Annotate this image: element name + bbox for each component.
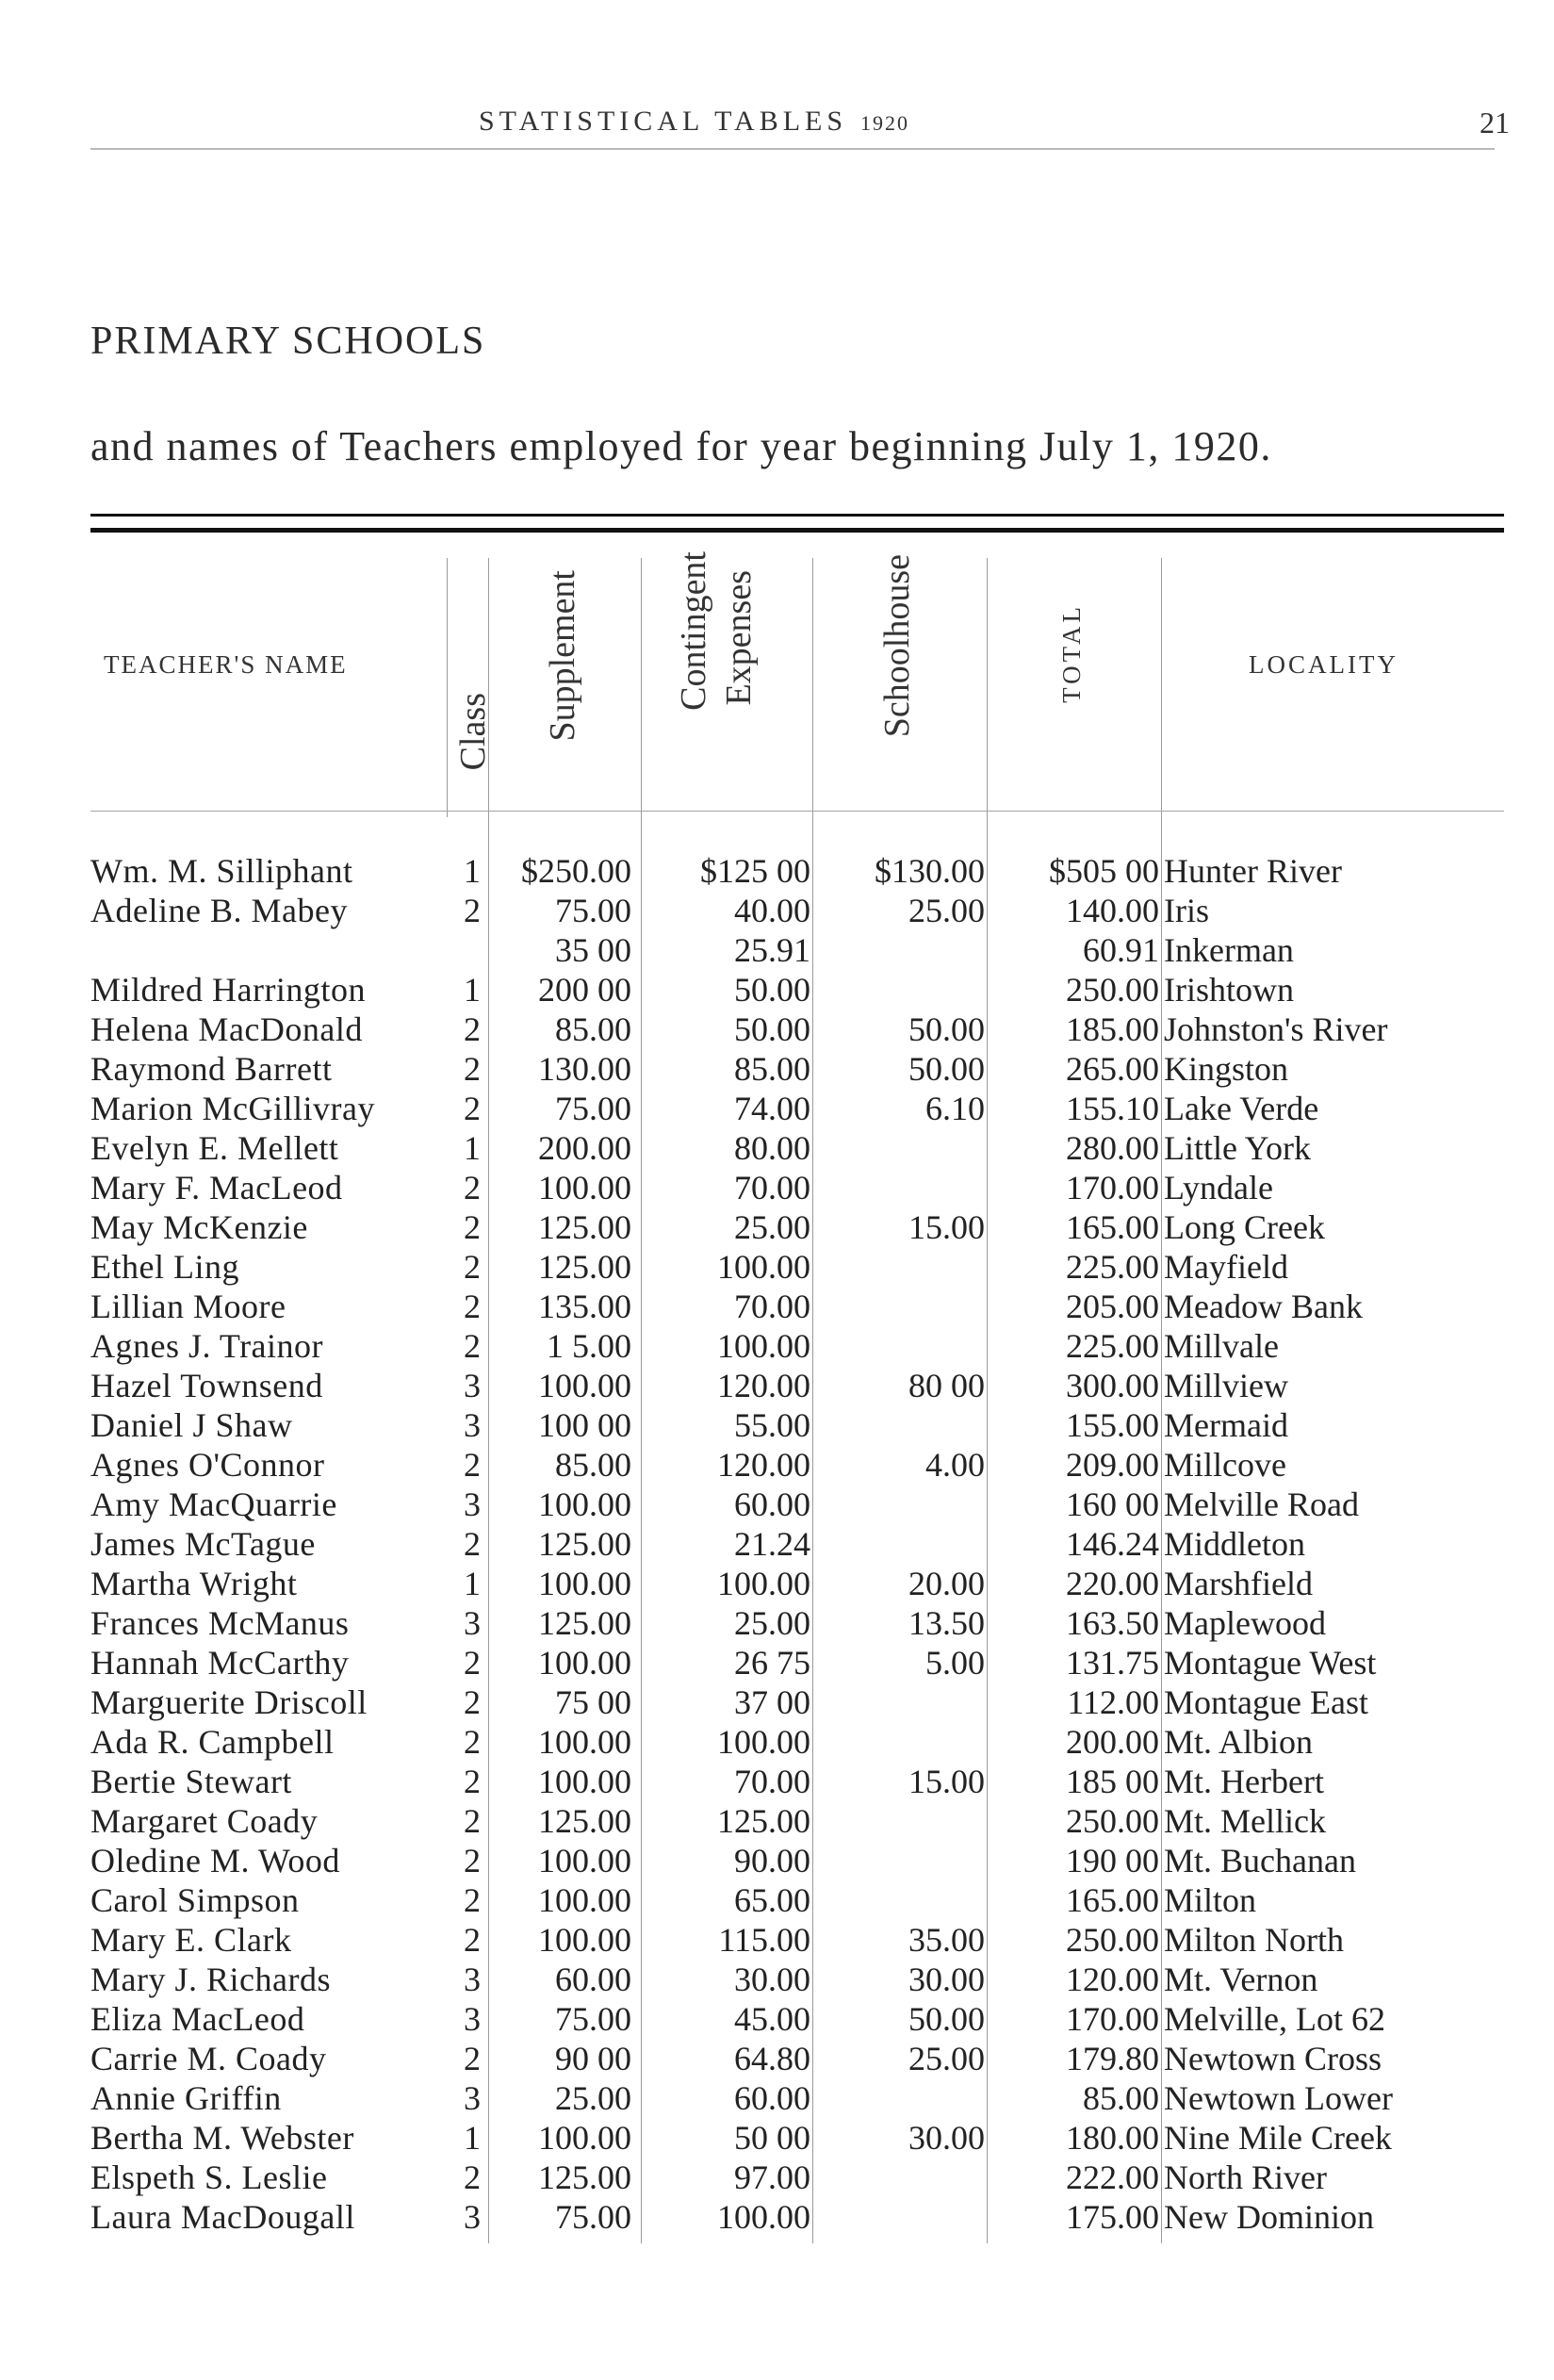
teacher-name-cell: Oledine M. Wood [90, 1842, 340, 1879]
header-total: TOTAL [1057, 603, 1086, 703]
class-cell: 2 [464, 1090, 481, 1127]
contingent-cell: 65.00 [734, 1881, 810, 1919]
total-cell: 60.91 [1083, 931, 1159, 969]
schoolhouse-cell: $130.00 [875, 852, 985, 890]
schoolhouse-cell: 25.00 [908, 2040, 985, 2077]
class-cell: 2 [464, 1723, 481, 1761]
contingent-cell: 21.24 [734, 1525, 810, 1563]
schoolhouse-cell: 5.00 [925, 1644, 985, 1682]
class-cell: 3 [464, 1604, 481, 1642]
total-cell: 225.00 [1066, 1248, 1159, 1286]
table-row [0, 891, 1554, 930]
locality-cell: Melville, Lot 62 [1164, 2000, 1385, 2038]
supplement-cell: 100.00 [538, 1723, 631, 1761]
table-row [0, 1485, 1554, 1524]
class-cell: 2 [464, 1169, 481, 1206]
supplement-cell: 130.00 [538, 1050, 631, 1088]
total-cell: 265.00 [1066, 1050, 1159, 1088]
total-cell: 222.00 [1066, 2158, 1159, 2196]
total-cell: 85.00 [1083, 2079, 1159, 2117]
teacher-name-cell: Mary E. Clark [90, 1921, 292, 1959]
teacher-table-body [0, 851, 1554, 2237]
table-row [0, 970, 1554, 1009]
class-cell: 1 [464, 971, 481, 1009]
locality-cell: Middleton [1164, 1525, 1305, 1563]
supplement-cell: 75.00 [555, 2198, 631, 2236]
locality-cell: Johnston's River [1164, 1010, 1388, 1048]
teacher-name-cell: Frances McManus [90, 1604, 350, 1642]
supplement-cell: 100.00 [538, 1485, 631, 1523]
class-cell: 2 [464, 2040, 481, 2077]
class-cell: 2 [464, 1010, 481, 1048]
schoolhouse-cell: 50.00 [908, 2000, 985, 2038]
teacher-name-cell: Bertha M. Webster [90, 2119, 354, 2157]
contingent-cell: 74.00 [734, 1090, 810, 1127]
class-cell: 3 [464, 2198, 481, 2236]
running-title [479, 106, 909, 138]
teacher-name-cell: Carrie M. Coady [90, 2040, 327, 2077]
schoolhouse-cell: 30.00 [908, 2119, 985, 2157]
schoolhouse-cell: 13.50 [908, 1604, 985, 1642]
head-rule [90, 148, 1495, 150]
schoolhouse-cell: 20.00 [908, 1565, 985, 1602]
class-cell: 1 [464, 852, 481, 890]
supplement-cell: 200 00 [538, 971, 631, 1009]
locality-cell: North River [1164, 2158, 1327, 2196]
class-cell: 2 [464, 1248, 481, 1286]
total-cell: 163.50 [1066, 1604, 1159, 1642]
table-row [0, 2118, 1554, 2158]
running-title-text: STATISTICAL TABLES [479, 106, 848, 137]
supplement-cell: 100.00 [538, 1169, 631, 1206]
teacher-name-cell: Bertie Stewart [90, 1763, 292, 1800]
page-number: 21 [1480, 106, 1510, 140]
contingent-cell: 64.80 [734, 2040, 810, 2077]
table-row [0, 1524, 1554, 1564]
contingent-cell: 80.00 [734, 1129, 810, 1167]
teacher-name-cell: May McKenzie [90, 1208, 308, 1246]
class-cell: 2 [464, 892, 481, 929]
contingent-cell: 45.00 [734, 2000, 810, 2038]
contingent-cell: 100.00 [717, 1327, 810, 1365]
locality-cell: New Dominion [1164, 2198, 1374, 2236]
supplement-cell: 125.00 [538, 1208, 631, 1246]
total-cell: 220.00 [1066, 1565, 1159, 1602]
teacher-name-cell: Elspeth S. Leslie [90, 2158, 328, 2196]
class-cell: 2 [464, 1683, 481, 1721]
contingent-cell: 50.00 [734, 971, 810, 1009]
contingent-cell: 97.00 [734, 2158, 810, 2196]
teacher-name-cell: Hannah McCarthy [90, 1644, 350, 1682]
teacher-name-cell: Ethel Ling [90, 1248, 239, 1286]
teacher-name-cell: Wm. M. Silliphant [90, 852, 353, 890]
header-teacher-name: TEACHER'S NAME [104, 650, 348, 679]
supplement-cell: 100.00 [538, 1644, 631, 1682]
locality-cell: Mt. Buchanan [1164, 1842, 1356, 1879]
class-cell: 2 [464, 2158, 481, 2196]
locality-cell: Millvale [1164, 1327, 1279, 1365]
supplement-cell: 1 5.00 [547, 1327, 631, 1365]
locality-cell: Mermaid [1164, 1406, 1288, 1444]
total-cell: 180.00 [1066, 2119, 1159, 2157]
locality-cell: Kingston [1164, 1050, 1289, 1088]
teacher-name-cell: Evelyn E. Mellett [90, 1129, 339, 1167]
locality-cell: Maplewood [1164, 1604, 1326, 1642]
total-cell: $505 00 [1049, 852, 1159, 890]
total-cell: 300.00 [1066, 1367, 1159, 1404]
teacher-name-cell: Lillian Moore [90, 1288, 286, 1325]
section-title: PRIMARY SCHOOLS [90, 320, 486, 363]
teacher-name-cell: Marion McGillivray [90, 1090, 375, 1127]
total-cell: 209.00 [1066, 1446, 1159, 1484]
supplement-cell: 85.00 [555, 1010, 631, 1048]
teacher-name-cell: Agnes J. Trainor [90, 1327, 324, 1365]
locality-cell: Montague East [1164, 1683, 1368, 1721]
locality-cell: Newtown Lower [1164, 2079, 1393, 2117]
total-cell: 179.80 [1066, 2040, 1159, 2077]
table-row [0, 851, 1554, 891]
total-cell: 200.00 [1066, 1723, 1159, 1761]
total-cell: 175.00 [1066, 2198, 1159, 2236]
contingent-cell: 100.00 [717, 1248, 810, 1286]
table-row [0, 1049, 1554, 1089]
teacher-name-cell: Margaret Coady [90, 1802, 319, 1840]
class-cell: 2 [464, 1525, 481, 1563]
total-cell: 131.75 [1066, 1644, 1159, 1682]
table-row [0, 1168, 1554, 1207]
schoolhouse-cell: 80 00 [908, 1367, 985, 1404]
total-cell: 280.00 [1066, 1129, 1159, 1167]
supplement-cell: 125.00 [538, 2158, 631, 2196]
teacher-name-cell: Hazel Townsend [90, 1367, 323, 1404]
schoolhouse-cell: 6.10 [925, 1090, 985, 1127]
supplement-cell: 125.00 [538, 1248, 631, 1286]
class-cell: 2 [464, 1208, 481, 1246]
class-cell: 3 [464, 2000, 481, 2038]
header-class: Class [453, 693, 493, 771]
contingent-cell: 25.00 [734, 1208, 810, 1246]
table-row [0, 2158, 1554, 2197]
class-cell: 1 [464, 1565, 481, 1602]
locality-cell: Mt. Vernon [1164, 1961, 1318, 1998]
locality-cell: Iris [1164, 892, 1209, 929]
table-row [0, 1128, 1554, 1168]
total-cell: 170.00 [1066, 2000, 1159, 2038]
total-cell: 190 00 [1066, 1842, 1159, 1879]
schoolhouse-cell: 15.00 [908, 1763, 985, 1800]
table-row [0, 1762, 1554, 1801]
teacher-name-cell: Agnes O'Connor [90, 1446, 325, 1484]
supplement-cell: 135.00 [538, 1288, 631, 1325]
class-cell: 2 [464, 1288, 481, 1325]
locality-cell: Long Creek [1164, 1208, 1325, 1246]
supplement-cell: 100.00 [538, 1881, 631, 1919]
contingent-cell: 100.00 [717, 1565, 810, 1602]
teacher-name-cell: Helena MacDonald [90, 1010, 363, 1048]
teacher-name-cell: Mary J. Richards [90, 1961, 331, 1998]
header-schoolhouse: Schoolhouse [877, 554, 917, 738]
schoolhouse-cell: 35.00 [908, 1921, 985, 1959]
class-cell: 2 [464, 1881, 481, 1919]
total-cell: 185 00 [1066, 1763, 1159, 1800]
schoolhouse-cell: 4.00 [925, 1446, 985, 1484]
supplement-cell: 75 00 [555, 1683, 631, 1721]
total-cell: 120.00 [1066, 1961, 1159, 1998]
table-row [0, 1564, 1554, 1603]
class-cell: 3 [464, 1367, 481, 1404]
table-row [0, 1009, 1554, 1049]
header-expenses: Expenses [719, 570, 759, 706]
table-row [0, 1920, 1554, 1960]
teacher-name-cell: Raymond Barrett [90, 1050, 333, 1088]
total-cell: 165.00 [1066, 1881, 1159, 1919]
contingent-cell: 70.00 [734, 1288, 810, 1325]
total-cell: 225.00 [1066, 1327, 1159, 1365]
total-cell: 155.10 [1066, 1090, 1159, 1127]
class-cell: 2 [464, 1327, 481, 1365]
contingent-cell: 70.00 [734, 1763, 810, 1800]
table-row [0, 930, 1554, 970]
supplement-cell: 100.00 [538, 1921, 631, 1959]
supplement-cell: 75.00 [555, 2000, 631, 2038]
table-row [0, 1445, 1554, 1485]
contingent-cell: 60.00 [734, 1485, 810, 1523]
locality-cell: Mayfield [1164, 1248, 1288, 1286]
supplement-cell: 75.00 [555, 892, 631, 929]
supplement-cell: 25.00 [555, 2079, 631, 2117]
teacher-name-cell: Mildred Harrington [90, 971, 366, 1009]
schoolhouse-cell: 50.00 [908, 1010, 985, 1048]
table-row [0, 1089, 1554, 1128]
locality-cell: Inkerman [1164, 931, 1294, 969]
supplement-cell: 100.00 [538, 1763, 631, 1800]
supplement-cell: 60.00 [555, 1961, 631, 1998]
locality-cell: Nine Mile Creek [1164, 2119, 1392, 2157]
contingent-cell: 26 75 [734, 1644, 810, 1682]
contingent-cell: 37 00 [734, 1683, 810, 1721]
supplement-cell: 75.00 [555, 1090, 631, 1127]
table-row [0, 2039, 1554, 2078]
teacher-name-cell: Carol Simpson [90, 1881, 300, 1919]
table-top-rule-heavy [90, 528, 1504, 533]
class-cell: 1 [464, 2119, 481, 2157]
teacher-name-cell: Amy MacQuarrie [90, 1485, 337, 1523]
contingent-cell: 70.00 [734, 1169, 810, 1206]
locality-cell: Melville Road [1164, 1485, 1359, 1523]
header-locality: LOCALITY [1249, 650, 1399, 679]
locality-cell: Hunter River [1164, 852, 1342, 890]
class-cell: 2 [464, 1050, 481, 1088]
supplement-cell: 125.00 [538, 1604, 631, 1642]
teacher-name-cell: James McTague [90, 1525, 316, 1563]
schoolhouse-cell: 50.00 [908, 1050, 985, 1088]
table-row [0, 1880, 1554, 1920]
table-row [0, 1326, 1554, 1366]
supplement-cell: 35 00 [555, 931, 631, 969]
schoolhouse-cell: 15.00 [908, 1208, 985, 1246]
total-cell: 140.00 [1066, 892, 1159, 929]
table-row [0, 1405, 1554, 1445]
total-cell: 250.00 [1066, 971, 1159, 1009]
contingent-cell: 120.00 [717, 1446, 810, 1484]
table-row [0, 1999, 1554, 2039]
contingent-cell: 50.00 [734, 1010, 810, 1048]
total-cell: 205.00 [1066, 1288, 1159, 1325]
total-cell: 185.00 [1066, 1010, 1159, 1048]
supplement-cell: 90 00 [555, 2040, 631, 2077]
table-row [0, 1287, 1554, 1326]
locality-cell: Mt. Herbert [1164, 1763, 1324, 1800]
class-cell: 3 [464, 1485, 481, 1523]
table-row [0, 1247, 1554, 1287]
teacher-name-cell: Daniel J Shaw [90, 1406, 293, 1444]
contingent-cell: 125.00 [717, 1802, 810, 1840]
total-cell: 160 00 [1066, 1485, 1159, 1523]
table-row [0, 1643, 1554, 1682]
locality-cell: Mt. Mellick [1164, 1802, 1326, 1840]
table-row [0, 1722, 1554, 1762]
class-cell: 1 [464, 1129, 481, 1167]
contingent-cell: 120.00 [717, 1367, 810, 1404]
class-cell: 2 [464, 1921, 481, 1959]
supplement-cell: 100.00 [538, 1367, 631, 1404]
table-row [0, 1366, 1554, 1405]
class-cell: 3 [464, 2079, 481, 2117]
total-cell: 155.00 [1066, 1406, 1159, 1444]
contingent-cell: 60.00 [734, 2079, 810, 2117]
locality-cell: Marshfield [1164, 1565, 1313, 1602]
running-year: 1920 [860, 111, 910, 135]
class-cell: 2 [464, 1644, 481, 1682]
locality-cell: Mt. Albion [1164, 1723, 1314, 1761]
table-top-rule [90, 514, 1504, 517]
teacher-name-cell: Martha Wright [90, 1565, 298, 1602]
contingent-cell: 85.00 [734, 1050, 810, 1088]
table-row [0, 1960, 1554, 1999]
teacher-name-cell: Adeline B. Mabey [90, 892, 348, 929]
teacher-name-cell: Marguerite Driscoll [90, 1683, 368, 1721]
schoolhouse-cell: 25.00 [908, 892, 985, 929]
total-cell: 250.00 [1066, 1921, 1159, 1959]
contingent-cell: 25.91 [734, 931, 810, 969]
table-row [0, 1682, 1554, 1722]
supplement-cell: 125.00 [538, 1525, 631, 1563]
locality-cell: Millview [1164, 1367, 1288, 1404]
class-cell: 2 [464, 1802, 481, 1840]
schoolhouse-cell: 30.00 [908, 1961, 985, 1998]
teacher-name-cell: Annie Griffin [90, 2079, 282, 2117]
class-cell: 3 [464, 1961, 481, 1998]
total-cell: 112.00 [1067, 1683, 1159, 1721]
contingent-cell: 30.00 [734, 1961, 810, 1998]
total-cell: 170.00 [1066, 1169, 1159, 1206]
supplement-cell: 100.00 [538, 1565, 631, 1602]
contingent-cell: 90.00 [734, 1842, 810, 1879]
locality-cell: Montague West [1164, 1644, 1377, 1682]
contingent-cell: 100.00 [717, 1723, 810, 1761]
locality-cell: Meadow Bank [1164, 1288, 1363, 1325]
supplement-cell: 85.00 [555, 1446, 631, 1484]
subtitle: and names of Teachers employed for year beginning July 1, 1920. [90, 423, 1272, 469]
supplement-cell: 200.00 [538, 1129, 631, 1167]
teacher-name-cell: Mary F. MacLeod [90, 1169, 343, 1206]
locality-cell: Lyndale [1164, 1169, 1273, 1206]
table-row [0, 2078, 1554, 2118]
locality-cell: Millcove [1164, 1446, 1286, 1484]
locality-cell: Milton [1164, 1881, 1257, 1919]
teacher-name-cell: Laura MacDougall [90, 2198, 355, 2236]
supplement-cell: 100 00 [538, 1406, 631, 1444]
contingent-cell: 100.00 [717, 2198, 810, 2236]
supplement-cell: 100.00 [538, 2119, 631, 2157]
contingent-cell: 25.00 [734, 1604, 810, 1642]
total-cell: 250.00 [1066, 1802, 1159, 1840]
table-row [0, 1841, 1554, 1880]
class-cell: 2 [464, 1446, 481, 1484]
supplement-cell: $250.00 [521, 852, 631, 890]
class-cell: 3 [464, 1406, 481, 1444]
table-row [0, 2197, 1554, 2237]
running-head [0, 106, 1554, 143]
header-contingent: Contingent [674, 551, 713, 711]
contingent-cell: 115.00 [718, 1921, 810, 1959]
contingent-cell: 55.00 [734, 1406, 810, 1444]
table-row [0, 1603, 1554, 1643]
teacher-name-cell: Ada R. Campbell [90, 1723, 335, 1761]
col-rule-class [447, 558, 448, 817]
supplement-cell: 100.00 [538, 1842, 631, 1879]
locality-cell: Milton North [1164, 1921, 1345, 1959]
locality-cell: Lake Verde [1164, 1090, 1319, 1127]
total-cell: 165.00 [1066, 1208, 1159, 1246]
teacher-name-cell: Eliza MacLeod [90, 2000, 305, 2038]
total-cell: 146.24 [1066, 1525, 1159, 1563]
locality-cell: Irishtown [1164, 971, 1294, 1009]
contingent-cell: 50 00 [734, 2119, 810, 2157]
contingent-cell: 40.00 [734, 892, 810, 929]
table-row [0, 1801, 1554, 1841]
contingent-cell: $125 00 [700, 852, 810, 890]
supplement-cell: 125.00 [538, 1802, 631, 1840]
table-row [0, 1207, 1554, 1247]
locality-cell: Newtown Cross [1164, 2040, 1382, 2077]
header-supplement: Supplement [543, 570, 582, 742]
header-bottom-rule [90, 811, 1504, 812]
class-cell: 2 [464, 1763, 481, 1800]
locality-cell: Little York [1164, 1129, 1312, 1167]
class-cell: 2 [464, 1842, 481, 1879]
